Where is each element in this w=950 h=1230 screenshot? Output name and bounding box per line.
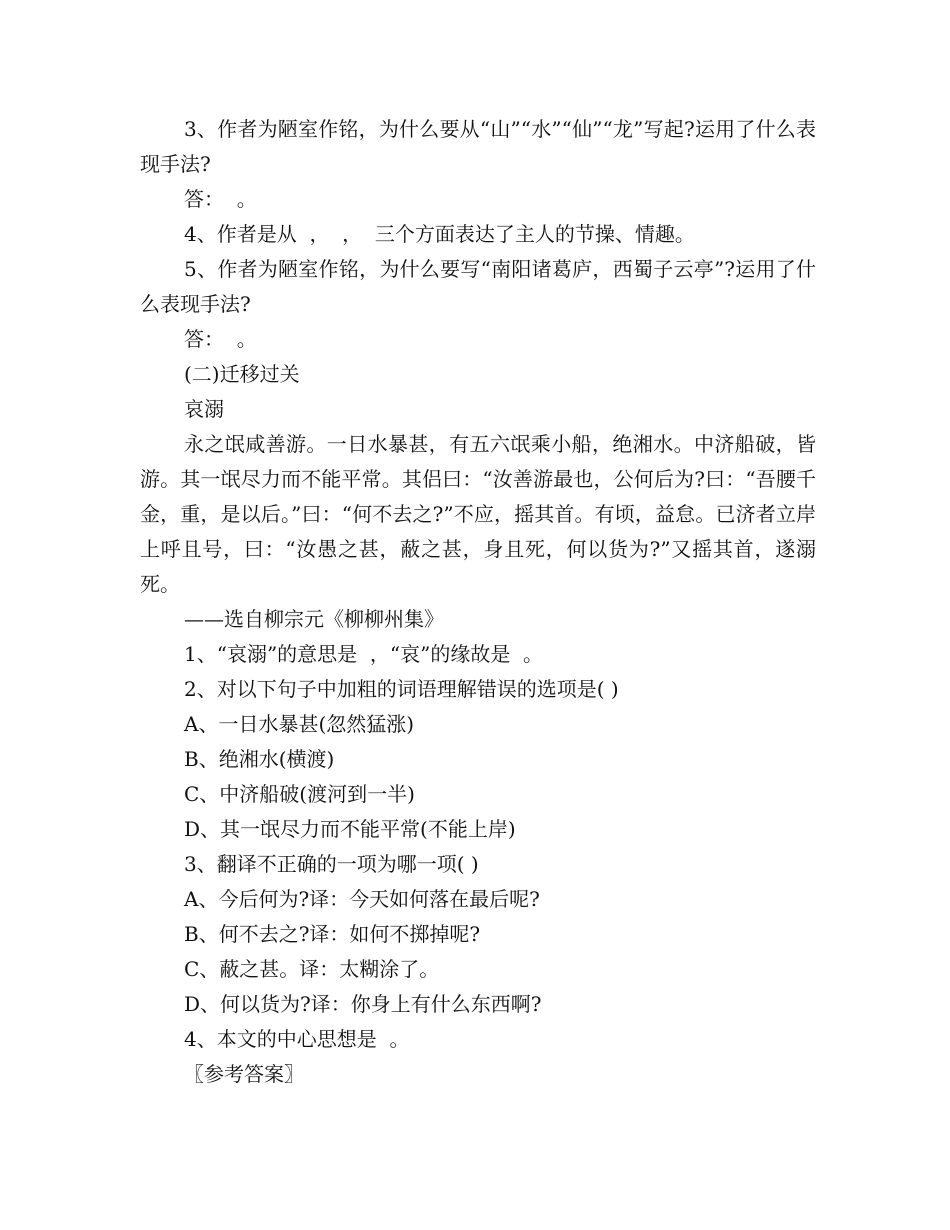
exercise-3-option-a: A、今后何为?译：今天如何落在最后呢? [184,887,540,911]
exercise-2-option-d: D、其一氓尽力而不能平常(不能上岸) [184,817,516,841]
answer-5-line: 答： 。 [184,327,257,351]
exercise-3-option-d: D、何以货为?译：你身上有什么东西啊? [184,992,542,1016]
reference-answer-heading: 〖参考答案〗 [184,1062,304,1086]
exercise-2: 2、对以下句子中加粗的词语理解错误的选项是( ) [184,677,619,701]
exercise-3-option-c: C、蔽之甚。译：太糊涂了。 [184,957,440,981]
exercise-2-option-a: A、一日水暴甚(忽然猛涨) [184,712,415,736]
question-5-line: 5、作者为陋室作铭，为什么要写“南阳诸葛庐，西蜀子云亭”?运用了什么表现手法? [140,257,816,316]
section-heading: (二)迁移过关 [184,362,300,386]
exercise-2-option-b: B、绝湘水(横渡) [184,747,335,771]
exercise-4: 4、本文的中心思想是 。 [184,1027,410,1051]
exercise-3: 3、翻译不正确的一项为哪一项( ) [184,852,479,876]
question-4-line: 4、作者是从 ， ， 三个方面表达了主人的节操、情趣。 [184,222,695,246]
passage-text: 永之氓咸善游。一日水暴甚，有五六氓乘小船，绝湘水。中济船破，皆游。其一氓尽力而不能平常。其侣曰：“汝善游最也，公何后为?曰：“吾腰千金，重，是以后。”曰：“何不去之?”不应，摇其首。有顷，益怠。已济者立岸上呼且号，曰：“汝愚之甚，蔽之甚，身且死，何以货为?”又摇其首，遂溺死。 [140,432,816,596]
question-3-line: 3、作者为陋室作铭，为什么要从“山”“水”“仙”“龙”写起?运用了什么表现手法? [140,117,816,176]
exercise-1: 1、“哀溺”的意思是 ，“哀”的缘故是 。 [184,642,544,666]
document-body [140,112,816,1092]
exercise-2-option-c: C、中济船破(渡河到一半) [184,782,415,806]
answer-3-line: 答： 。 [184,187,257,211]
passage-source: ——选自柳宗元《柳柳州集》 [184,607,444,631]
passage-title: 哀溺 [184,397,224,421]
exercise-3-option-b: B、何不去之?译：如何不掷掉呢? [184,922,481,946]
